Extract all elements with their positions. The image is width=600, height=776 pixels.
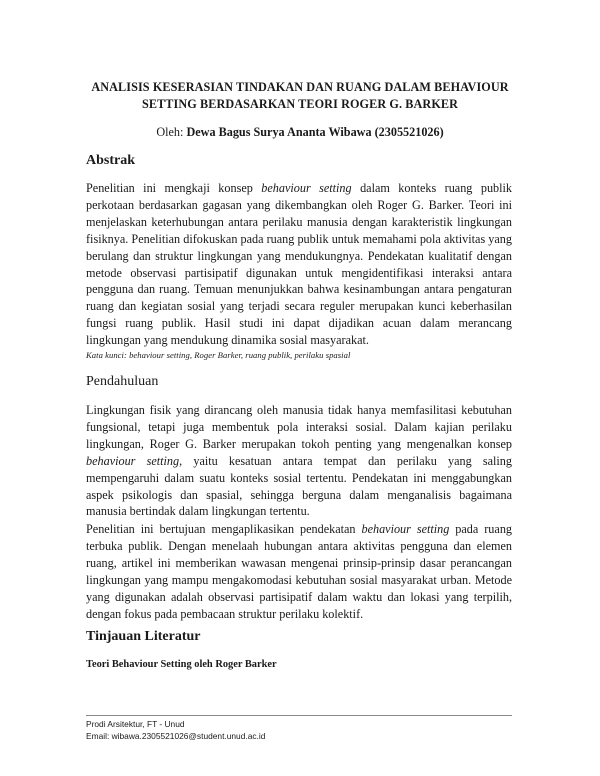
abstract-text-italic: behaviour setting [261, 181, 352, 195]
paper-title-line-1: ANALISIS KESERASIAN TINDAKAN DAN RUANG DALAM BEHAVIOUR [91, 80, 509, 94]
introduction-heading: Pendahuluan [86, 374, 159, 389]
literature-subheading: Teori Behaviour Setting oleh Roger Barker [86, 659, 277, 670]
introduction-paragraph-2 [86, 521, 512, 622]
abstract-heading: Abstrak [86, 153, 136, 168]
intro-p2-italic: behaviour setting [361, 522, 450, 536]
introduction-paragraph-1 [86, 402, 512, 520]
paper-title-line-2: SETTING BERDASARKAN TEORI ROGER G. BARKER [141, 97, 459, 111]
footer-divider [86, 715, 512, 716]
footer-email: Email: wibawa.2305521026@student.unud.ac.id [86, 731, 266, 741]
abstract-paragraph [86, 180, 512, 349]
author-line [60, 124, 540, 140]
intro-p1-italic: behaviour setting [86, 453, 180, 468]
author-prefix: Oleh: [156, 125, 187, 139]
intro-p1-before: Lingkungan fisik yang dirancang oleh manusia tidak hanya memfasilitasi kebutuhan fungsional, tetapi juga membentuk pola interaksi sosial. Dalam kajian perilaku lingkungan, Roger G. Barker merupakan tokoh penting yang mengenalkan konsep [86, 403, 512, 451]
intro-p2-after: pada ruang terbuka publik. Dengan menelaah hubungan antara aktivitas pengguna dan elemen ruang, artikel ini memberikan wawasan mengenai prinsip-prinsip dasar perancangan lingkungan yang mampu mengakomodasi kebutuhan sosial masyarakat urban. Metode yang digunakan adalah observasi partisipatif dalam waktu dan lokasi yang terpilih, dengan fokus pada pembacaan struktur perilaku kolektif. [86, 522, 513, 621]
intro-p2-before: Penelitian ini bertujuan mengaplikasikan pendekatan [86, 522, 362, 536]
keywords: Kata kunci: behaviour setting, Roger Barker, ruang publik, perilaku spasial [86, 350, 351, 360]
intro-p1-after: , yaitu kesatuan antara tempat dan perilaku yang saling mempengaruhi dalam suatu konteks sosial tertentu. Pendekatan ini menggabungkan aspek psikologis dan spasial, sehingga berguna dalam menganalisis bagaimana manusia bertindak dalam lingkungan tertentu. [86, 453, 512, 519]
literature-heading: Tinjauan Literatur [86, 629, 201, 644]
author-name: Dewa Bagus Surya Ananta Wibawa (2305521026) [186, 125, 444, 139]
abstract-text-before: Penelitian ini mengkaji konsep [86, 181, 262, 195]
page-footer [86, 718, 265, 742]
abstract-text-after: dalam konteks ruang publik perkotaan berdasarkan gagasan yang dikembangkan oleh Roger G. Barker. Teori ini menjelaskan keterhubungan antara perilaku manusia dengan karakteristik lingkungan fisiknya. Penelitian difokuskan pada ruang publik untuk memahami pola aktivitas yang berulang dan struktur lingkungan yang mendukungnya. Pendekatan kualitatif dengan metode observasi partisipatif digunakan untuk mengidentifikasi interaksi antara pengguna dan ruang. Temuan menunjukkan bahwa kesinambungan antara pengaturan ruang dan kegiatan sosial yang terjadi secara reguler merupakan kunci keberhasilan fungsi ruang publik. Hasil studi ini dapat dijadikan acuan dalam merancang lingkungan yang mendukung dinamika sosial masyarakat. [86, 181, 512, 348]
footer-affiliation: Prodi Arsitektur, FT - Unud [86, 719, 185, 729]
paper-title [60, 79, 540, 113]
